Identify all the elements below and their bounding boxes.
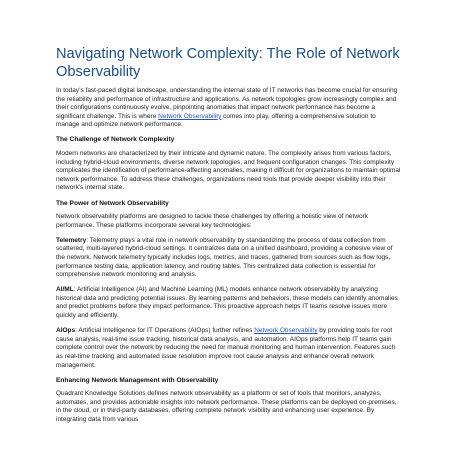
- aiml-paragraph: [56, 286, 401, 320]
- power-paragraph: Network observability platforms are designed to tackle these challenges by offering a holistic view of network performance. These platforms incorporate several key technologies:: [56, 213, 369, 229]
- telemetry-text: : Telemetry plays a vital role in network observability by standardizing the process of data collection from scattered, multi-layered hybrid-cloud settings. It centralizes data on a unified dashboard, providing a cohesive view of the network. Network telemetry typically includes logs, metrics, and traces, gathered from sources such as flow logs, performance testing data, application latency, and routing tables. This centralized data collection is essential for comprehensive network monitoring and analysis.: [56, 236, 393, 279]
- section-heading-enhancing: Enhancing Network Management with Observability: [56, 376, 219, 384]
- aiops-term: AIOps: [56, 327, 76, 335]
- aiops-paragraph: [56, 327, 401, 370]
- telemetry-paragraph: [56, 237, 401, 280]
- aiml-term: AI/ML: [56, 286, 74, 294]
- intro-paragraph: [56, 87, 401, 130]
- page-title: Navigating Network Complexity: The Role of Network Observability: [56, 46, 400, 80]
- network-observability-link-2[interactable]: Network Observability: [254, 327, 318, 335]
- challenge-paragraph: Modern networks are characterized by their intricate and dynamic nature. The complexity arises from various factors, including hybrid-cloud environments, diverse network topologies, and frequent configuration changes. This complexity complicates the identification of performance-affecting anomalies, making it difficult for organizations to maintain optimal network performance. To address these challenges, organizations need tools that provide deeper visibility into their network’s internal state.: [56, 150, 401, 192]
- enhancing-paragraph: Quadrant Knowledge Solutions defines network observability as a platform or set of tools that monitors, analyzes, automates, and provides actionable insights into network performance. These platforms can be deployed on-premises, in the cloud, or in third-party databases, offering complete network visibility and enhancing user experience. By integrating data from various: [56, 390, 397, 423]
- aiops-text-end: by providing tools for root cause analysis, real-time issue tracking, historical data analysis, and automation. AIOps platforms help IT teams gain complete control over the network by reducing the need for manual monitoring and human intervention. Features such as real-time tracking and automated issue resolution improve root cause analysis and enhance overall network management.: [56, 327, 396, 369]
- intro-text-end: comes into play, offering a comprehensive solution to manage and optimize network performance.: [56, 112, 376, 129]
- network-observability-link[interactable]: Network Observability: [158, 112, 222, 120]
- section-heading-challenge: The Challenge of Network Complexity: [56, 136, 175, 144]
- aiops-text-start: : Artificial Intelligence for IT Operations (AIOps) further refines: [75, 327, 255, 335]
- telemetry-term: Telemetry: [56, 236, 87, 244]
- intro-text-start: In today’s fast-paced digital landscape, understanding the internal state of IT networks has become crucial for ensuring the reliability and performance of infrastructure and applications. As network topologies grow increasingly complex and their configurations continuously evolve, pinpointing anomalies that impact network performance has become a significant challenge. This is where: [56, 87, 398, 120]
- section-heading-power: The Power of Network Observability: [56, 199, 169, 207]
- aiml-text: : Artificial Intelligence (AI) and Machine Learning (ML) models enhance network observability by analyzing historical data and predicting potential issues. By learning patterns and behaviors, these models can identify anomalies and predict problems before they impact performance. This proactive approach helps IT teams resolve issues more quickly and efficiently.: [56, 286, 398, 320]
